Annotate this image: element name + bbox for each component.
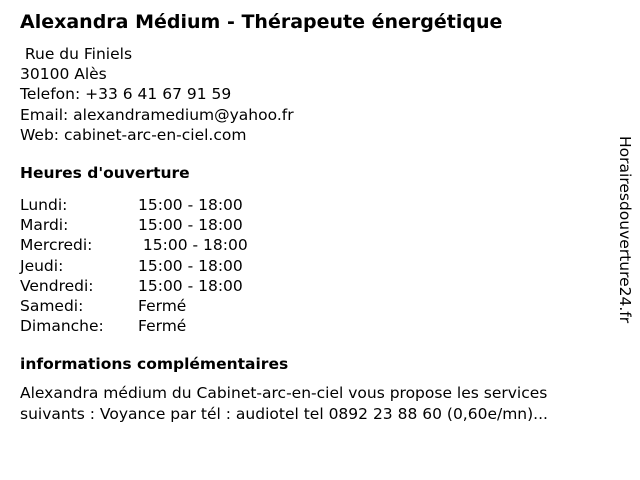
website-link[interactable]: Web: cabinet-arc-en-ciel.com — [20, 125, 247, 144]
email-address[interactable]: Email: alexandramedium@yahoo.fr — [20, 105, 294, 124]
day-label: Vendredi: — [20, 276, 94, 295]
day-label: Dimanche: — [20, 317, 104, 336]
phone-number[interactable]: Telefon: +33 6 41 67 91 59 — [20, 85, 232, 104]
day-hours: 15:00 - 18:00 — [138, 236, 248, 255]
day-label: Lundi: — [20, 196, 68, 214]
day-hours: Fermé — [138, 296, 187, 315]
watermark-text: Horairesdouverture24.fr — [616, 136, 634, 324]
info-line: Alexandra médium du Cabinet-arc-en-ciel vous propose les services — [20, 384, 548, 402]
day-hours: Fermé — [138, 317, 187, 336]
site-watermark — [606, 136, 638, 346]
additional-info-text — [20, 383, 630, 424]
day-hours: 15:00 - 18:00 — [138, 256, 243, 275]
additional-info-heading: informations complémentaires — [20, 355, 289, 373]
day-hours: 15:00 - 18:00 — [138, 196, 243, 214]
opening-hours-heading: Heures d'ouverture — [20, 164, 190, 182]
day-label: Mercredi: — [20, 236, 93, 255]
day-hours: 15:00 - 18:00 — [138, 276, 243, 295]
business-title: Alexandra Médium - Thérapeute énergétique — [20, 11, 503, 33]
address-city: 30100 Alès — [20, 65, 107, 84]
contact-block — [20, 44, 294, 145]
info-line: suivants : Voyance par tél : audiotel tel 0892 23 88 60 (0,60e/mn)... — [20, 404, 548, 423]
address-street: Rue du Finiels — [20, 45, 133, 63]
day-label: Mardi: — [20, 216, 69, 235]
day-hours: 15:00 - 18:00 — [138, 216, 243, 235]
day-label: Samedi: — [20, 296, 84, 315]
day-label: Jeudi: — [20, 256, 64, 275]
